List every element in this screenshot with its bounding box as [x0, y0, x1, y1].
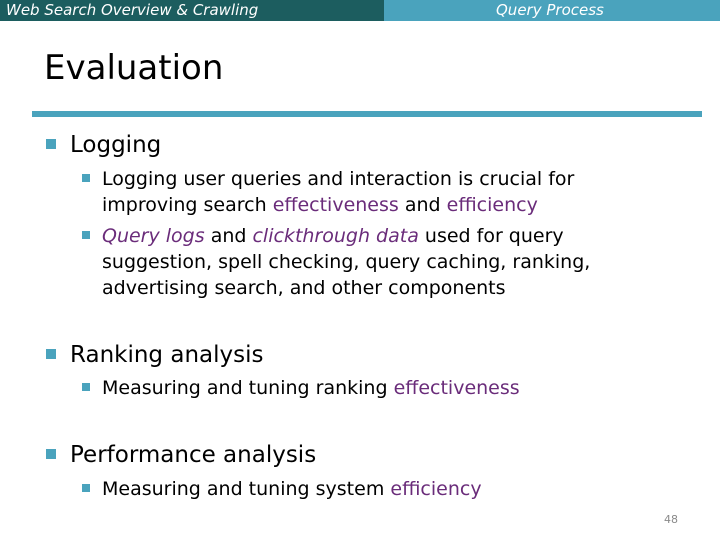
header-section-right — [384, 0, 720, 21]
square-bullet-icon — [82, 383, 90, 391]
square-bullet-icon — [46, 349, 56, 359]
bullet-heading: Performance analysis — [70, 442, 317, 468]
square-bullet-icon — [46, 449, 56, 459]
bullet-heading: Ranking analysis — [70, 342, 264, 368]
sub-bullet-text: Logging user queries and interaction is crucial for improving search effectiveness and efficiency — [102, 168, 575, 216]
square-bullet-icon — [82, 231, 90, 239]
bullet-heading: Logging — [70, 132, 162, 158]
header-bar — [0, 0, 720, 21]
header-left-label: Web Search Overview & Crawling — [6, 1, 259, 19]
sub-bullet-text: Query logs and clickthrough data used for query suggestion, spell checking, query caching, ranking, advertising search, and other components — [102, 225, 591, 299]
slide-title: Evaluation — [44, 48, 224, 88]
header-right-label: Query Process — [496, 1, 604, 19]
sub-bullet-text: Measuring and tuning ranking effectiveness — [102, 377, 520, 399]
square-bullet-icon — [82, 484, 90, 492]
page-number: 48 — [664, 513, 678, 526]
header-section-left — [0, 0, 384, 21]
square-bullet-icon — [82, 174, 90, 182]
square-bullet-icon — [46, 139, 56, 149]
title-divider — [32, 111, 702, 117]
sub-bullet-text: Measuring and tuning system efficiency — [102, 478, 482, 500]
